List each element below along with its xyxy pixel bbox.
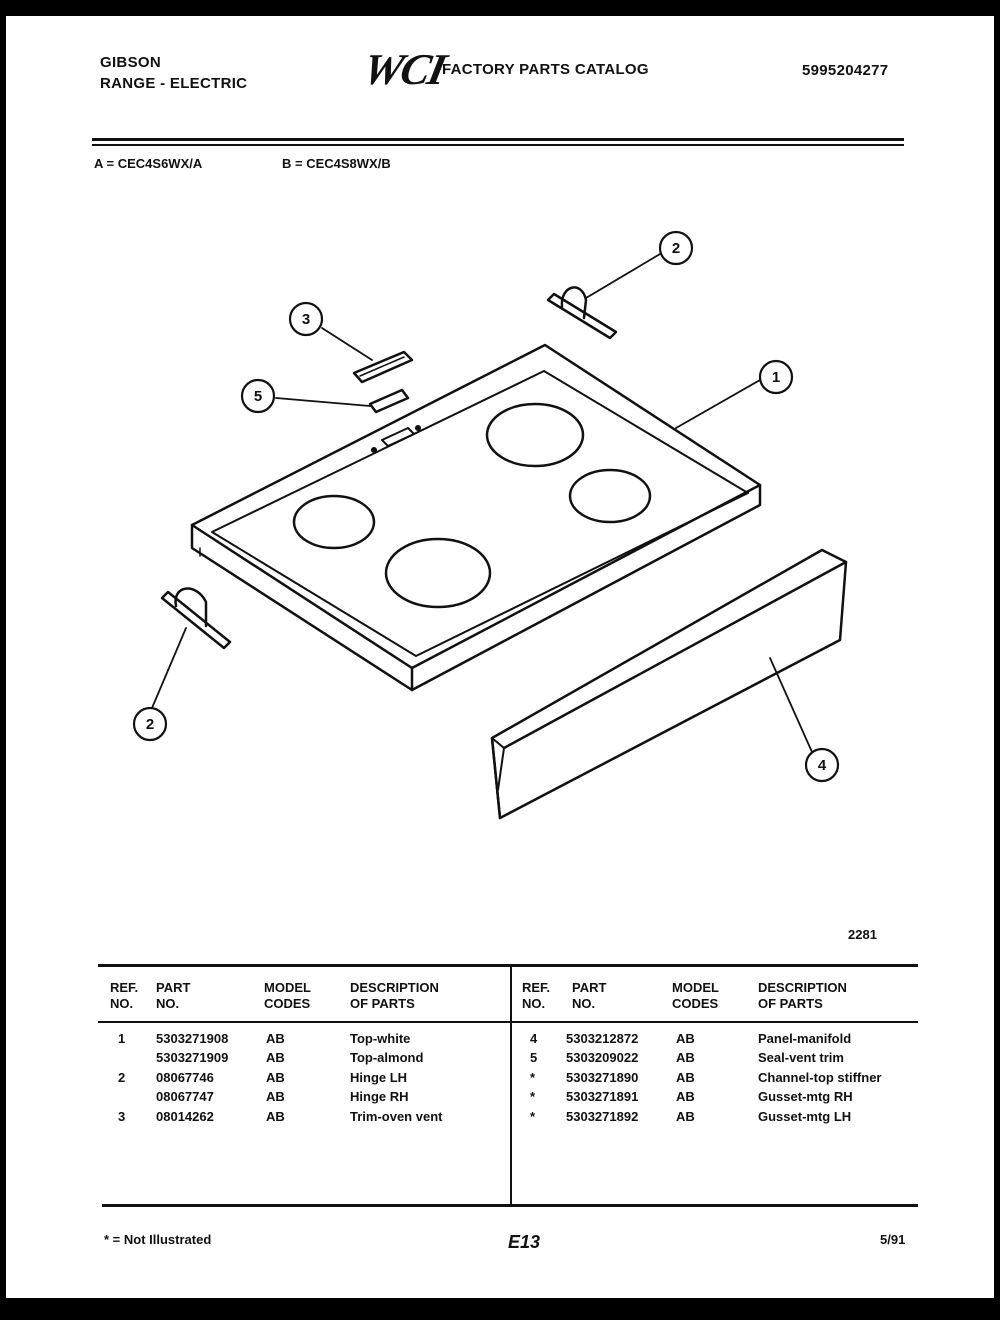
header-part-no-left: PART NO.: [156, 980, 191, 1011]
header-model-codes-left: MODEL CODES: [264, 980, 311, 1011]
header-part-no-right: PART NO.: [572, 980, 607, 1011]
table-bottom-rule: [102, 1204, 918, 1207]
catalog-title: FACTORY PARTS CATALOG: [442, 61, 649, 78]
callout-2-top: 2: [671, 240, 681, 257]
callout-2-bottom: 2: [145, 716, 155, 733]
model-b: B = CEC4S8WX/B: [282, 156, 391, 171]
model-a: A = CEC4S6WX/A: [94, 156, 203, 171]
hinge-lh: [162, 589, 230, 648]
seal-vent-trim: [370, 390, 408, 412]
exploded-diagram: [6, 16, 994, 916]
table-header-rule: [98, 1021, 918, 1023]
page-code: E13: [508, 1232, 541, 1252]
table-top-rule: [98, 964, 918, 967]
callout-5: 5: [253, 388, 263, 405]
brand-name: GIBSON: [100, 54, 161, 71]
header-description-right: DESCRIPTION OF PARTS: [758, 980, 847, 1011]
hinge-rh: [548, 287, 616, 338]
callout-3: 3: [301, 311, 311, 328]
header-ref-no-left: REF. NO.: [110, 980, 139, 1011]
header-ref-no-right: REF. NO.: [522, 980, 551, 1011]
wci-logo: WCI: [358, 45, 449, 94]
catalog-number: 5995204277: [802, 62, 889, 79]
not-illustrated-note: * = Not Illustrated: [104, 1232, 212, 1247]
callout-1: 1: [771, 369, 781, 386]
header-model-codes-right: MODEL CODES: [672, 980, 719, 1011]
header-description-left: DESCRIPTION OF PARTS: [350, 980, 439, 1011]
figure-number: 2281: [848, 927, 877, 942]
callout-4: 4: [817, 757, 827, 774]
product-type: RANGE - ELECTRIC: [100, 75, 248, 92]
catalog-page: GIBSON RANGE - ELECTRIC WCI FACTORY PARTS CATALOG 5995204277 A = CEC4S6WX/A B = CEC4S8WX/B 1 2 2 3 4 5 2281 REF. NO. PART NO. MODEL CODES DESCRIPTION OF PARTS REF. NO. PART NO. MODEL CODES DESCRIPTION OF PARTS 1 5303271908 AB Top-white 5303271909 AB Top-almond 2 08067746 AB Hinge LH 08067747 AB Hinge RH 3 08014262 AB Trim-oven vent 4 5303212872 AB Panel-manifold 5 5303209022 AB Seal-vent trim * 5303271890 AB Channel-top stiffner * 5303271891 AB Gusset-mtg RH * 5303271892 AB Gusset-mtg LH * = Not Illustrated E13 5/91: [6, 16, 994, 1298]
catalog-date: 5/91: [880, 1232, 906, 1247]
table-divider: [510, 964, 512, 1206]
